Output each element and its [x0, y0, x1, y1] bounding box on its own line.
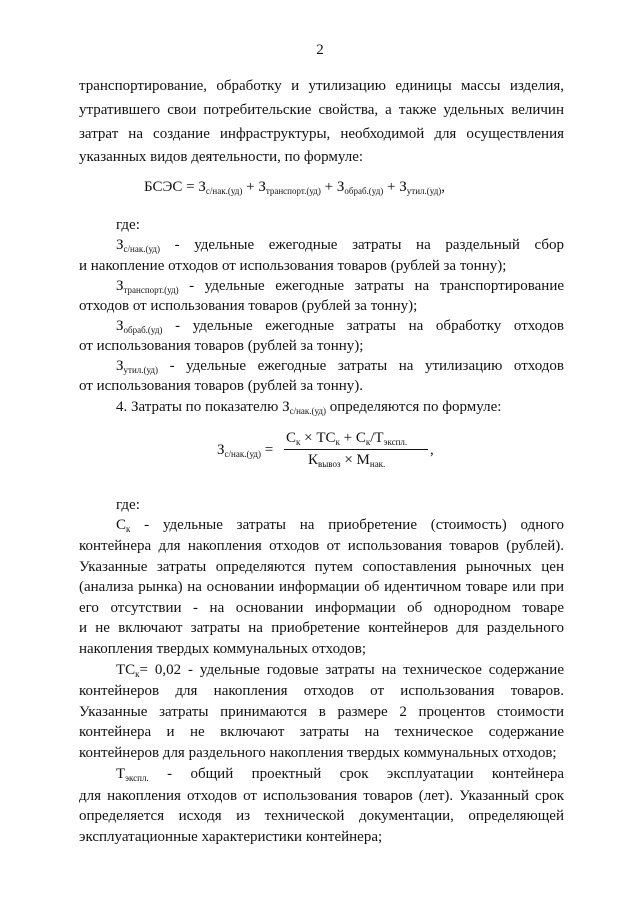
symbol: З — [282, 399, 290, 415]
formula2-lhs — [217, 442, 273, 459]
ck-line: и не включают затраты на приобретение контейнеров для раздельного — [79, 620, 564, 636]
definition-text: - удельные ежегодные затраты на транспортирование — [189, 278, 565, 294]
den-k: К — [308, 452, 319, 468]
definition-text: - общий проектный срок эксплуатации контейнера — [167, 766, 564, 782]
ck-line: (анализа рынка) на основании информации об идентичном товаре или при — [79, 579, 564, 595]
t-sub: экспл. — [383, 437, 408, 447]
intro-line-1: транспортирование, обработку и утилизацию единицы массы изделия, — [79, 78, 564, 94]
definition-z-obrab-line2: от использования товаров (рублей за тонну); — [79, 338, 364, 354]
symbol-sub: транспорт.(уд) — [123, 285, 179, 295]
fraction-denominator — [308, 452, 385, 469]
definition-z-util — [116, 356, 564, 376]
num-c-sub: к — [296, 437, 301, 447]
tck-line: контейнеров для накопления отходов от использования товаров. — [79, 683, 564, 699]
symbol: С — [116, 517, 127, 533]
symbol: З — [116, 278, 124, 294]
symbol: Т — [116, 766, 126, 782]
texpl-line: для накопления отходов от использования товаров (лет). Указанный срок — [79, 788, 564, 804]
definition-text: - удельные затраты на приобретение (стоимость) одного — [144, 517, 564, 533]
fraction-numerator — [286, 430, 407, 447]
definition-z-obrab — [116, 316, 564, 336]
plus-sign: + — [246, 179, 255, 195]
item-4-tail: определяются по формуле: — [329, 399, 502, 415]
num-tc: ТС — [316, 430, 336, 446]
definition-text: - удельные ежегодные затраты на раздельный сбор — [174, 237, 564, 253]
term-sub: обраб.(уд) — [344, 186, 384, 196]
intro-line-4: указанных видов деятельности, по формуле: — [79, 149, 364, 165]
symbol-sub: утил.(уд) — [123, 365, 159, 375]
num-tc-sub: к — [335, 437, 340, 447]
term-sub: транспорт.(уд) — [265, 186, 321, 196]
term-sub: утил.(уд) — [406, 186, 442, 196]
equals-sign: = — [264, 442, 274, 458]
definition-ck — [116, 515, 564, 535]
texpl-line: эксплуатационные характеристики контейнера; — [79, 829, 383, 845]
definition-z-snak — [116, 235, 564, 255]
tck-line: контейнера и не включают затраты на техническое содержание — [79, 724, 564, 740]
intro-line-2: утратившего свои потребительские свойства, а также удельных величин — [79, 102, 564, 118]
definition-text: - удельные годовые затраты на техническое содержание — [188, 662, 564, 678]
definition-z-snak-line2: и накопление отходов от использования товаров (рублей за тонну); — [79, 258, 507, 274]
symbol: З — [116, 237, 124, 253]
formula-lhs: БСЭС = — [144, 179, 195, 195]
where-label-1: где: — [116, 217, 140, 233]
den-k-sub: вывоз — [318, 459, 341, 469]
symbol: З — [116, 318, 124, 334]
intro-line-3: затрат на создание инфраструктуры, необходимой для осуществления — [79, 126, 564, 142]
plus-sign: + — [387, 179, 396, 195]
term-z: З — [336, 179, 345, 195]
definition-tck — [116, 660, 564, 680]
formula2-comma: , — [430, 442, 434, 458]
symbol: З — [116, 358, 124, 374]
item-4 — [116, 397, 564, 417]
symbol: ТС — [116, 662, 136, 678]
definition-z-transport — [116, 276, 564, 296]
formula-bses — [144, 179, 445, 196]
den-m-sub: нак. — [369, 459, 386, 469]
den-m: М — [356, 452, 370, 468]
lhs-sub: с/нак.(уд) — [224, 449, 261, 459]
page-number: 2 — [316, 42, 324, 58]
ck-line: контейнера для накопления отходов от использования товаров (рублей). — [79, 538, 564, 554]
num-c2-sub: к — [365, 437, 371, 447]
term-z: З — [198, 179, 206, 195]
formula-comma: , — [441, 179, 446, 195]
item-4-text: 4. Затраты по показателю — [116, 399, 279, 415]
num-c2: С — [355, 430, 366, 446]
definition-text: - удельные ежегодные затраты на утилизацию отходов — [169, 358, 564, 374]
term-z: З — [258, 179, 266, 195]
symbol-sub: к — [126, 524, 131, 534]
definition-text: - удельные ежегодные затраты на обработку отходов — [175, 318, 564, 334]
symbol-sub: с/нак.(уд) — [289, 406, 327, 416]
definition-z-util-line2: от использования товаров (рублей за тонну). — [79, 378, 364, 394]
where-label-2: где: — [116, 497, 140, 513]
tck-line: контейнеров для раздельного накопления твердых коммунальных отходов; — [79, 745, 557, 761]
plus-sign: + — [324, 179, 334, 195]
symbol-sub: обраб.(уд) — [123, 325, 163, 335]
plus-sign: + — [343, 430, 353, 446]
tck-line: Указанные затраты принимаются в размере 2 процентов стоимости — [79, 704, 564, 720]
lhs-symbol: З — [217, 442, 225, 458]
times-sign: × — [344, 452, 353, 468]
texpl-line: определяется исходя из технической документации, определяющей — [79, 808, 564, 824]
tck-value: = 0,02 — [139, 662, 182, 678]
ck-line: Указанные затраты определяются путем сопоставления рыночных цен — [79, 559, 564, 575]
term-z: З — [399, 179, 407, 195]
slash-t: /Т — [370, 430, 384, 446]
num-c: С — [286, 430, 297, 446]
definition-z-transport-line2: отходов от использования товаров (рублей за тонну); — [79, 298, 418, 314]
ck-line: его отсутствии - на основании информации об однородном товаре — [79, 600, 564, 616]
symbol-sub: к — [135, 669, 140, 679]
symbol-sub: экспл. — [125, 773, 149, 783]
fraction-bar — [284, 449, 428, 450]
ck-line: накопления твердых коммунальных отходов; — [79, 641, 367, 657]
term-sub: с/нак.(уд) — [205, 186, 243, 196]
definition-texpl — [116, 764, 564, 784]
times-sign: × — [304, 430, 313, 446]
symbol-sub: с/нак.(уд) — [123, 244, 160, 254]
